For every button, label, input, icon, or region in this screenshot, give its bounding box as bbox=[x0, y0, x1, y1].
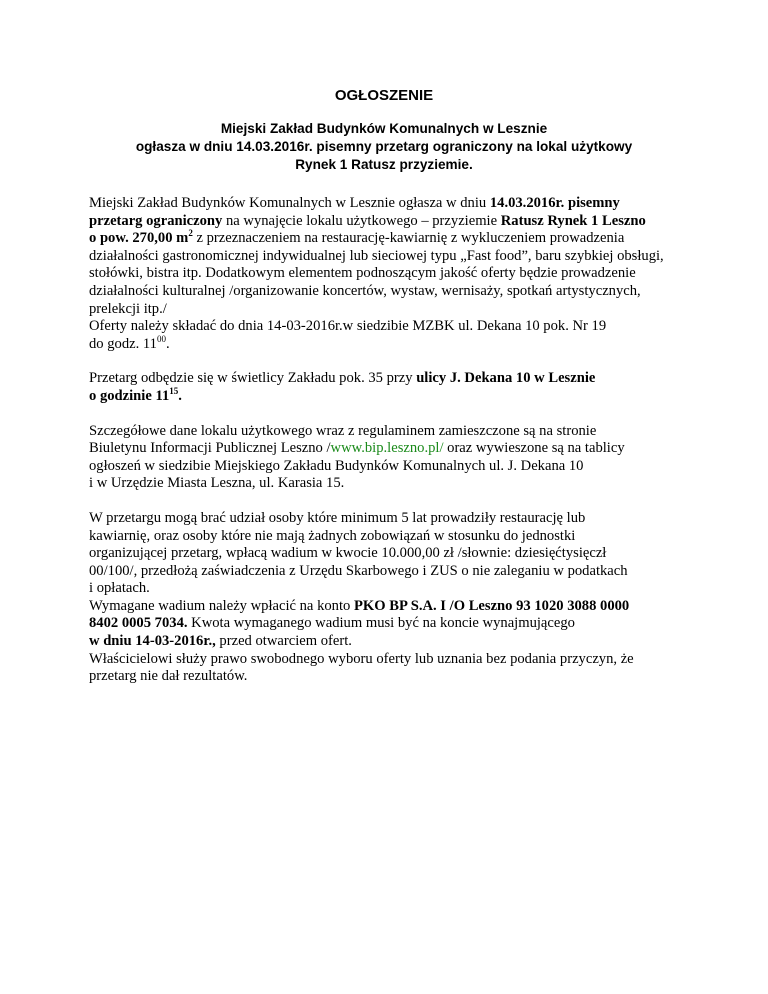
text-run: z przeznaczeniem na restaurację-kawiarnię z wykluczeniem prowadzenia bbox=[192, 230, 625, 247]
paragraph-offer bbox=[89, 195, 709, 353]
text-line: ogłoszeń w siedzibie Miejskiego Zakładu Budynków Komunalnych ul. J. Dekana 10 bbox=[89, 457, 584, 474]
text-run: oraz wywieszone są na tablicy bbox=[443, 440, 625, 457]
subtitle-line: Miejski Zakład Budynków Komunalnych w Lesznie bbox=[220, 121, 548, 136]
text-line bbox=[89, 440, 709, 458]
text-line: stołówki, bistra itp. Dodatkowym elementem podnoszącym jakość oferty będzie prowadzenie bbox=[89, 265, 636, 282]
text-run: . bbox=[165, 335, 170, 352]
text-line: Szczegółowe dane lokalu użytkowego wraz z regulaminem zamieszczone są na stronie bbox=[89, 422, 597, 439]
text-line bbox=[89, 385, 709, 406]
text-line bbox=[89, 333, 709, 354]
subtitle-line: Rynek 1 Ratusz przyziemie. bbox=[295, 157, 473, 172]
text-line: organizującej przetarg, wpłacą wadium w kwocie 10.000,00 zł /słownie: dziesięćtysięczł bbox=[89, 545, 607, 562]
text-line: Oferty należy składać do dnia 14-03-2016r.w siedzibie MZBK ul. Dekana 10 pok. Nr 19 bbox=[89, 318, 607, 335]
text-run: do godz. 11 bbox=[89, 335, 157, 352]
text-line bbox=[89, 633, 709, 651]
bold-text: o godzinie 11 bbox=[89, 387, 170, 404]
text-run: Miejski Zakład Budynków Komunalnych w Lesznie ogłasza w dniu bbox=[89, 195, 490, 211]
text-line: kawiarnię, oraz osoby które nie mają żadnych zobowiązań w stosunku do jednostki bbox=[89, 527, 576, 544]
text-line bbox=[89, 598, 709, 616]
bold-text: przetarg ograniczony bbox=[89, 212, 223, 229]
text-line bbox=[89, 615, 709, 633]
text-line: przetarg nie dał rezultatów. bbox=[89, 668, 248, 685]
text-line: działalności gastronomicznej indywidualnej lub sieciowej typu „Fast food”, baru szybkiej obsługi, bbox=[89, 247, 664, 264]
text-run: na wynajęcie lokalu użytkowego – przyziemie bbox=[222, 212, 501, 229]
text-line: prelekcji itp./ bbox=[89, 300, 167, 317]
bold-text: w dniu 14-03-2016r., bbox=[89, 633, 216, 650]
bold-text: o pow. 270,00 m bbox=[89, 230, 189, 247]
superscript: 15 bbox=[169, 385, 179, 396]
text-run: Biuletynu Informacji Publicznej Leszno / bbox=[89, 440, 331, 457]
paragraph-conditions bbox=[89, 510, 709, 686]
text-run: przed otwarciem ofert. bbox=[215, 633, 352, 650]
bold-text: Ratusz Rynek 1 Leszno bbox=[500, 212, 646, 229]
announcement-body bbox=[89, 195, 709, 703]
bold-text: 14.03.2016r. pisemny bbox=[489, 195, 620, 211]
text-line bbox=[89, 195, 709, 213]
text-line bbox=[89, 370, 709, 388]
text-line: W przetargu mogą brać udział osoby które minimum 5 lat prowadziły restaurację lub bbox=[89, 509, 586, 526]
superscript: 00 bbox=[156, 333, 166, 344]
subtitle-line: ogłasza w dniu 14.03.2016r. pisemny przetarg ograniczony na lokal użytkowy bbox=[135, 139, 633, 154]
page-title: OGŁOSZENIE bbox=[334, 87, 434, 104]
paragraph-details bbox=[89, 423, 709, 493]
text-run: Przetarg odbędzie się w świetlicy Zakładu pok. 35 przy bbox=[89, 370, 417, 387]
page-subtitle bbox=[60, 120, 708, 174]
text-line: Właścicielowi służy prawo swobodnego wyboru oferty lub uznania bez podania przyczyn, że bbox=[89, 650, 634, 667]
text-run: Kwota wymaganego wadium musi być na koncie wynajmującego bbox=[187, 615, 575, 632]
text-line bbox=[89, 230, 709, 248]
bold-text: ulicy J. Dekana 10 w Lesznie bbox=[416, 370, 596, 387]
paragraph-session bbox=[89, 370, 709, 405]
text-line: i w Urzędzie Miasta Leszna, ul. Karasia 15. bbox=[89, 475, 345, 492]
text-run: Wymagane wadium należy wpłacić na konto bbox=[89, 597, 354, 614]
bip-link[interactable]: www.bip.leszno.pl/ bbox=[330, 440, 444, 457]
text-line: 00/100/, przedłożą zaświadczenia z Urzędu Skarbowego i ZUS o nie zaleganiu w podatkach bbox=[89, 562, 628, 579]
bold-text: 8402 0005 7034. bbox=[89, 615, 188, 632]
bold-text: . bbox=[178, 387, 182, 404]
text-line: i opłatach. bbox=[89, 580, 150, 597]
text-line: działalności kulturalnej /organizowanie koncertów, wystaw, wernisaży, spotkań artystycznych, bbox=[89, 282, 641, 299]
superscript: 2 bbox=[188, 228, 193, 239]
bold-text: PKO BP S.A. I /O Leszno 93 1020 3088 0000 bbox=[353, 597, 630, 614]
text-line bbox=[89, 213, 709, 231]
